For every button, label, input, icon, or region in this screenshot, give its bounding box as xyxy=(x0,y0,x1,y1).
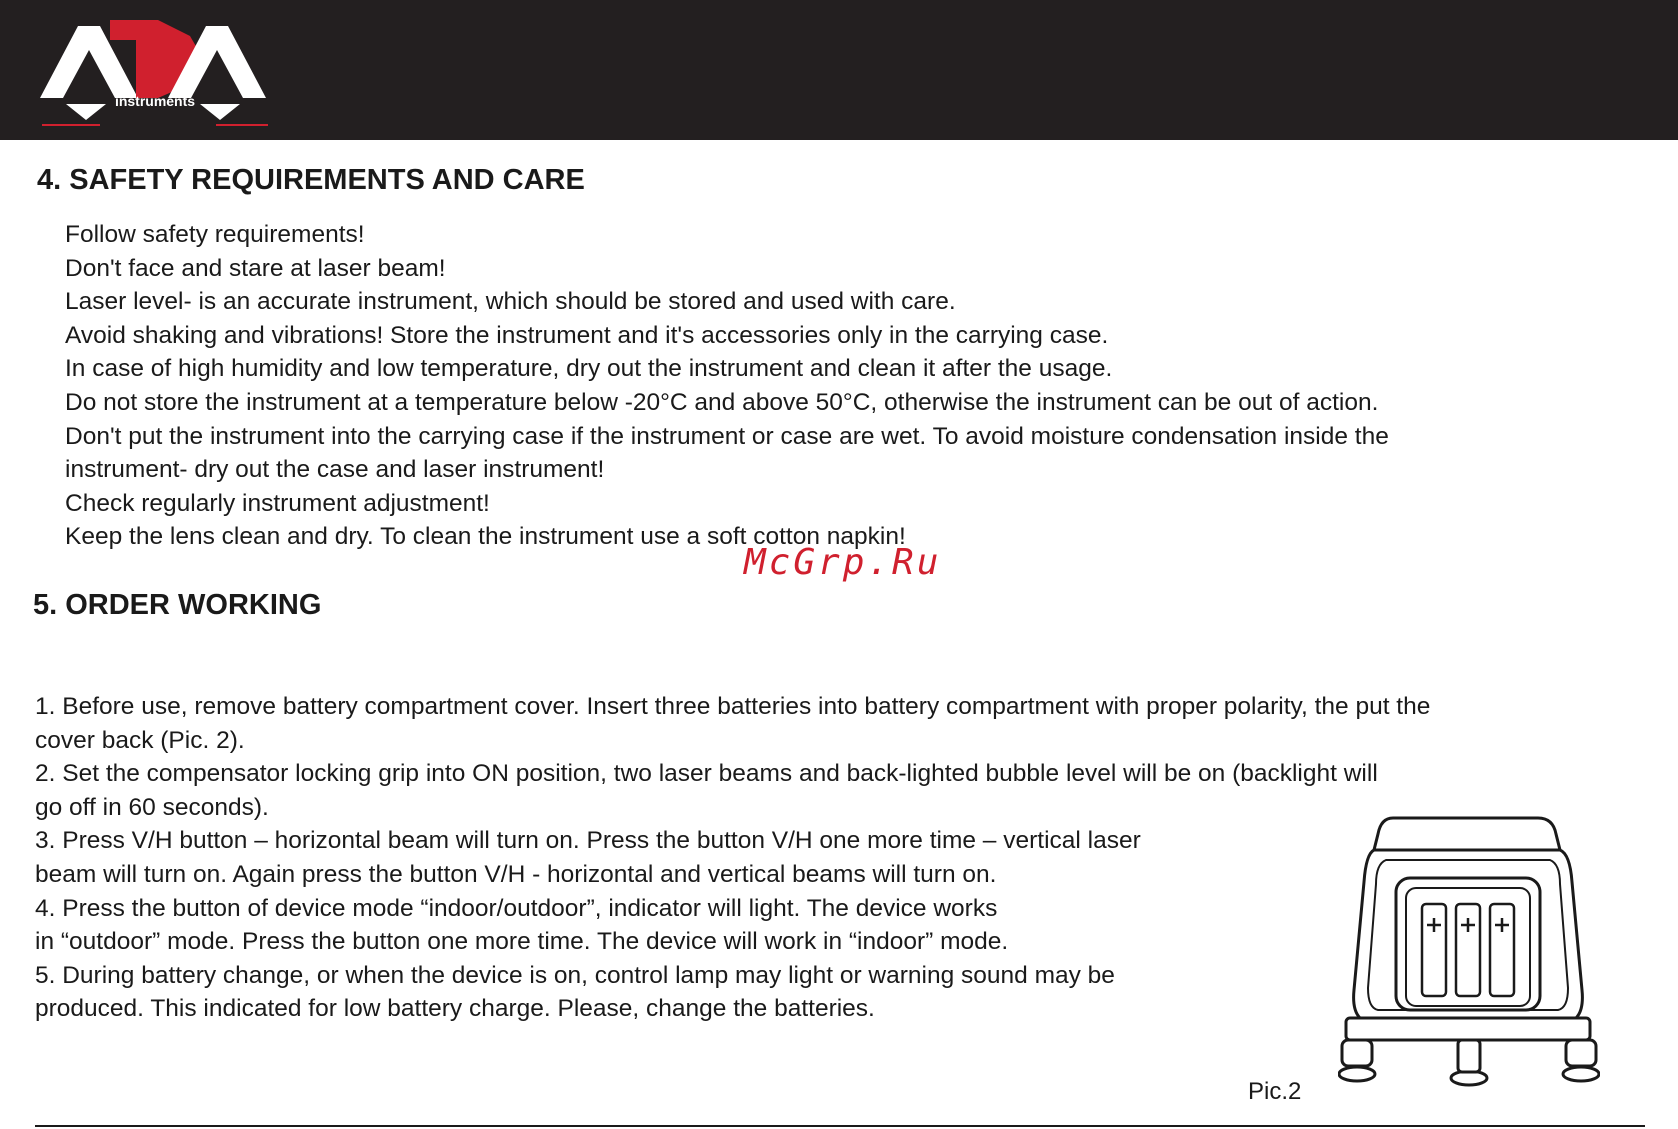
safety-line: Don't face and stare at laser beam! xyxy=(65,254,446,282)
safety-line: In case of high humidity and low temperature, dry out the instrument and clean it after the usage. xyxy=(65,355,1113,383)
order-line: 3. Press V/H button – horizontal beam will turn on. Press the button V/H one more time – vertical laser xyxy=(35,827,1141,855)
safety-line: Do not store the instrument at a temperature below -20°C and above 50°C, otherwise the instrument can be out of action. xyxy=(65,388,1379,416)
battery-2 xyxy=(1456,904,1480,996)
footer-divider xyxy=(35,1125,1645,1127)
watermark-text: McGrp.Ru xyxy=(744,542,942,583)
order-line: in “outdoor” mode. Press the button one more time. The device will work in “indoor” mode. xyxy=(35,928,1009,956)
logo-underline-left xyxy=(42,124,100,126)
order-line: cover back (Pic. 2). xyxy=(35,726,245,754)
ada-logo xyxy=(40,14,270,126)
laser-level-battery-compartment-icon xyxy=(1338,812,1600,1092)
order-line: 5. During battery change, or when the device is on, control lamp may light or warning sound may be xyxy=(35,961,1115,989)
device-foot-left xyxy=(1342,1040,1372,1066)
safety-line: Follow safety requirements! xyxy=(65,221,365,248)
device-base-plate xyxy=(1346,1018,1590,1040)
order-line: beam will turn on. Again press the button V/H - horizontal and vertical beams will turn on. xyxy=(35,860,997,888)
order-line: 2. Set the compensator locking grip into ON position, two laser beams and back-lighted bubble level will be on (backlight will xyxy=(35,760,1378,788)
order-line: 4. Press the button of device mode “indoor/outdoor”, indicator will light. The device works xyxy=(35,894,998,922)
safety-section-title: 4. SAFETY REQUIREMENTS AND CARE xyxy=(37,164,585,196)
order-line: go off in 60 seconds). xyxy=(35,793,269,821)
order-line: produced. This indicated for low battery charge. Please, change the batteries. xyxy=(35,995,875,1023)
safety-list xyxy=(65,218,1625,554)
device-foot-center xyxy=(1458,1040,1480,1072)
logo-subtitle: instruments xyxy=(114,93,196,109)
order-line: 1. Before use, remove battery compartment cover. Insert three batteries into battery compartment with proper polarity, the put the xyxy=(35,693,1431,720)
battery-1 xyxy=(1422,904,1446,996)
header-bar xyxy=(0,0,1678,140)
figure-caption: Pic.2 xyxy=(1248,1078,1302,1105)
device-top-cap xyxy=(1374,818,1560,850)
device-foot-right xyxy=(1566,1040,1596,1066)
logo-underline-right xyxy=(216,124,268,126)
safety-line: Keep the lens clean and dry. To clean the instrument use a soft cotton napkin! xyxy=(65,523,906,551)
device-foot-pad-right xyxy=(1563,1067,1599,1081)
battery-3 xyxy=(1490,904,1514,996)
safety-line: Avoid shaking and vibrations! Store the instrument and it's accessories only in the carrying case. xyxy=(65,321,1109,349)
safety-line: Laser level- is an accurate instrument, which should be stored and used with care. xyxy=(65,288,956,316)
safety-line: instrument- dry out the case and laser instrument! xyxy=(65,456,605,484)
order-list xyxy=(35,690,1430,1026)
device-foot-pad-left xyxy=(1339,1067,1375,1081)
safety-line: Check regularly instrument adjustment! xyxy=(65,489,490,517)
safety-line: Don't put the instrument into the carrying case if the instrument or case are wet. To avoid moisture condensation inside the xyxy=(65,422,1389,450)
order-section-title: 5. ORDER WORKING xyxy=(33,589,322,621)
